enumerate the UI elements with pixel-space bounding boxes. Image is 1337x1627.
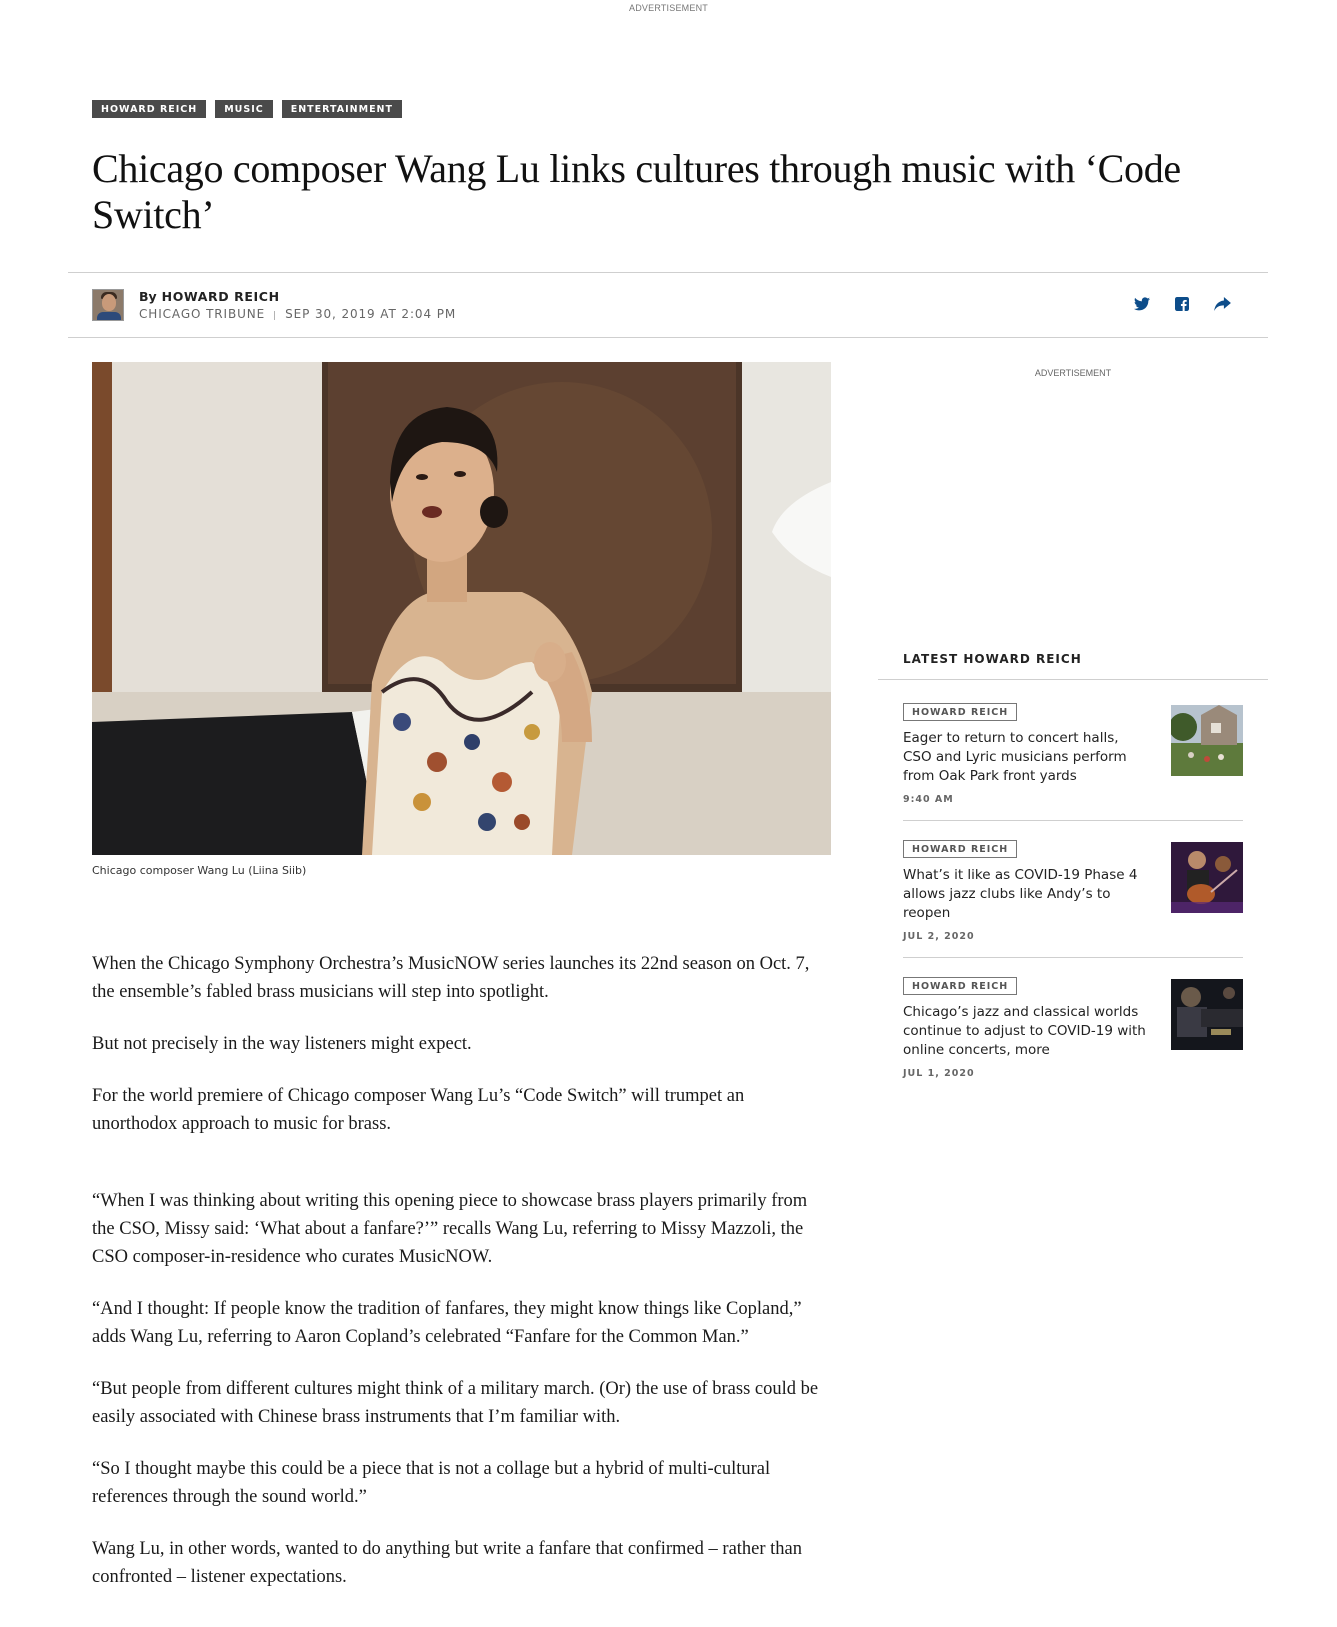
card-thumbnail[interactable] <box>1171 842 1243 913</box>
card-headline-link[interactable]: Eager to return to concert halls, CSO and Lyric musicians perform from Oak Park front yards <box>903 730 1127 784</box>
article-paragraph: Wang Lu, in other words, wanted to do anything but write a fanfare that confirmed – rather than confronted – listener expectations. <box>92 1539 803 1587</box>
hero-caption: Chicago composer Wang Lu (Liina Siib) <box>92 864 307 877</box>
byline-text <box>139 289 456 324</box>
latest-card <box>903 702 1243 805</box>
byline-top-divider <box>68 272 1268 273</box>
share-bar <box>1132 295 1232 313</box>
card-time: 9:40 AM <box>903 794 954 805</box>
tag-howard-reich[interactable]: HOWARD REICH <box>92 100 206 118</box>
card-divider <box>903 957 1243 958</box>
author-name-link[interactable]: HOWARD REICH <box>161 289 280 304</box>
facebook-icon[interactable] <box>1172 295 1192 313</box>
card-divider <box>903 820 1243 821</box>
byline-meta <box>139 306 456 324</box>
tag-music[interactable]: MUSIC <box>215 100 273 118</box>
article-paragraph: “So I thought maybe this could be a piece that is not a collage but a hybrid of multi-cultural references through the sound world.” <box>92 1459 771 1507</box>
byline-prefix: By <box>139 289 157 304</box>
article-paragraph: But not precisely in the way listeners might expect. <box>92 1034 472 1054</box>
card-headline-link[interactable]: Chicago’s jazz and classical worlds continue to adjust to COVID-19 with online concerts, more <box>903 1004 1146 1058</box>
byline <box>92 287 1268 323</box>
card-tag[interactable]: HOWARD REICH <box>903 703 1017 721</box>
latest-section-divider <box>878 679 1268 680</box>
card-time: JUL 1, 2020 <box>903 1068 975 1079</box>
byline-bottom-divider <box>68 337 1268 338</box>
twitter-icon[interactable] <box>1132 295 1152 313</box>
top-ad-label: ADVERTISEMENT <box>629 3 708 13</box>
card-tag[interactable]: HOWARD REICH <box>903 840 1017 858</box>
article-paragraph: For the world premiere of Chicago composer Wang Lu’s “Code Switch” will trumpet an unorthodox approach to music for brass. <box>92 1086 745 1134</box>
article-paragraph: “But people from different cultures might think of a military march. (Or) the use of brass could be easily associated with Chinese brass instruments that I’m familiar with. <box>92 1379 819 1427</box>
article-body <box>92 950 832 1615</box>
card-headline-link[interactable]: What’s it like as COVID-19 Phase 4 allows jazz clubs like Andy’s to reopen <box>903 867 1138 921</box>
author-avatar[interactable] <box>92 289 124 321</box>
hero-photo <box>92 362 831 855</box>
sidebar-ad-label: ADVERTISEMENT <box>1034 368 1112 378</box>
article-headline: Chicago composer Wang Lu links cultures through music with ‘Code Switch’ <box>92 146 1181 237</box>
share-icon[interactable] <box>1212 295 1232 313</box>
byline-author-line <box>139 289 456 305</box>
card-thumbnail[interactable] <box>1171 705 1243 776</box>
card-time: JUL 2, 2020 <box>903 931 975 942</box>
publish-date: SEP 30, 2019 AT 2:04 PM <box>285 307 457 321</box>
hero-photo-illustration <box>92 362 831 855</box>
byline-separator: | <box>273 311 278 321</box>
article-paragraph: “And I thought: If people know the tradition of fanfares, they might know things like Copland,” adds Wang Lu, referring to Aaron Copland’s celebrated “Fanfare for the Common Man.” <box>92 1299 802 1347</box>
latest-card <box>903 976 1243 1079</box>
article-paragraph: “When I was thinking about writing this opening piece to showcase brass players primarily from the CSO, Missy said: ‘What about a fanfare?’” recalls Wang Lu, referring to Missy Mazzoli, the CSO composer-in-residence who curates MusicNOW. <box>92 1191 808 1267</box>
publication-name: CHICAGO TRIBUNE <box>139 307 266 321</box>
article-paragraph: When the Chicago Symphony Orchestra’s MusicNOW series launches its 22nd season on Oct. 7, the ensemble’s fabled brass musicians will step into spotlight. <box>92 954 810 1002</box>
card-thumbnail[interactable] <box>1171 979 1243 1050</box>
latest-card <box>903 839 1243 942</box>
tag-entertainment[interactable]: ENTERTAINMENT <box>282 100 402 118</box>
card-tag[interactable]: HOWARD REICH <box>903 977 1017 995</box>
latest-section-title: LATEST HOWARD REICH <box>903 652 1082 666</box>
section-tags <box>92 100 402 118</box>
